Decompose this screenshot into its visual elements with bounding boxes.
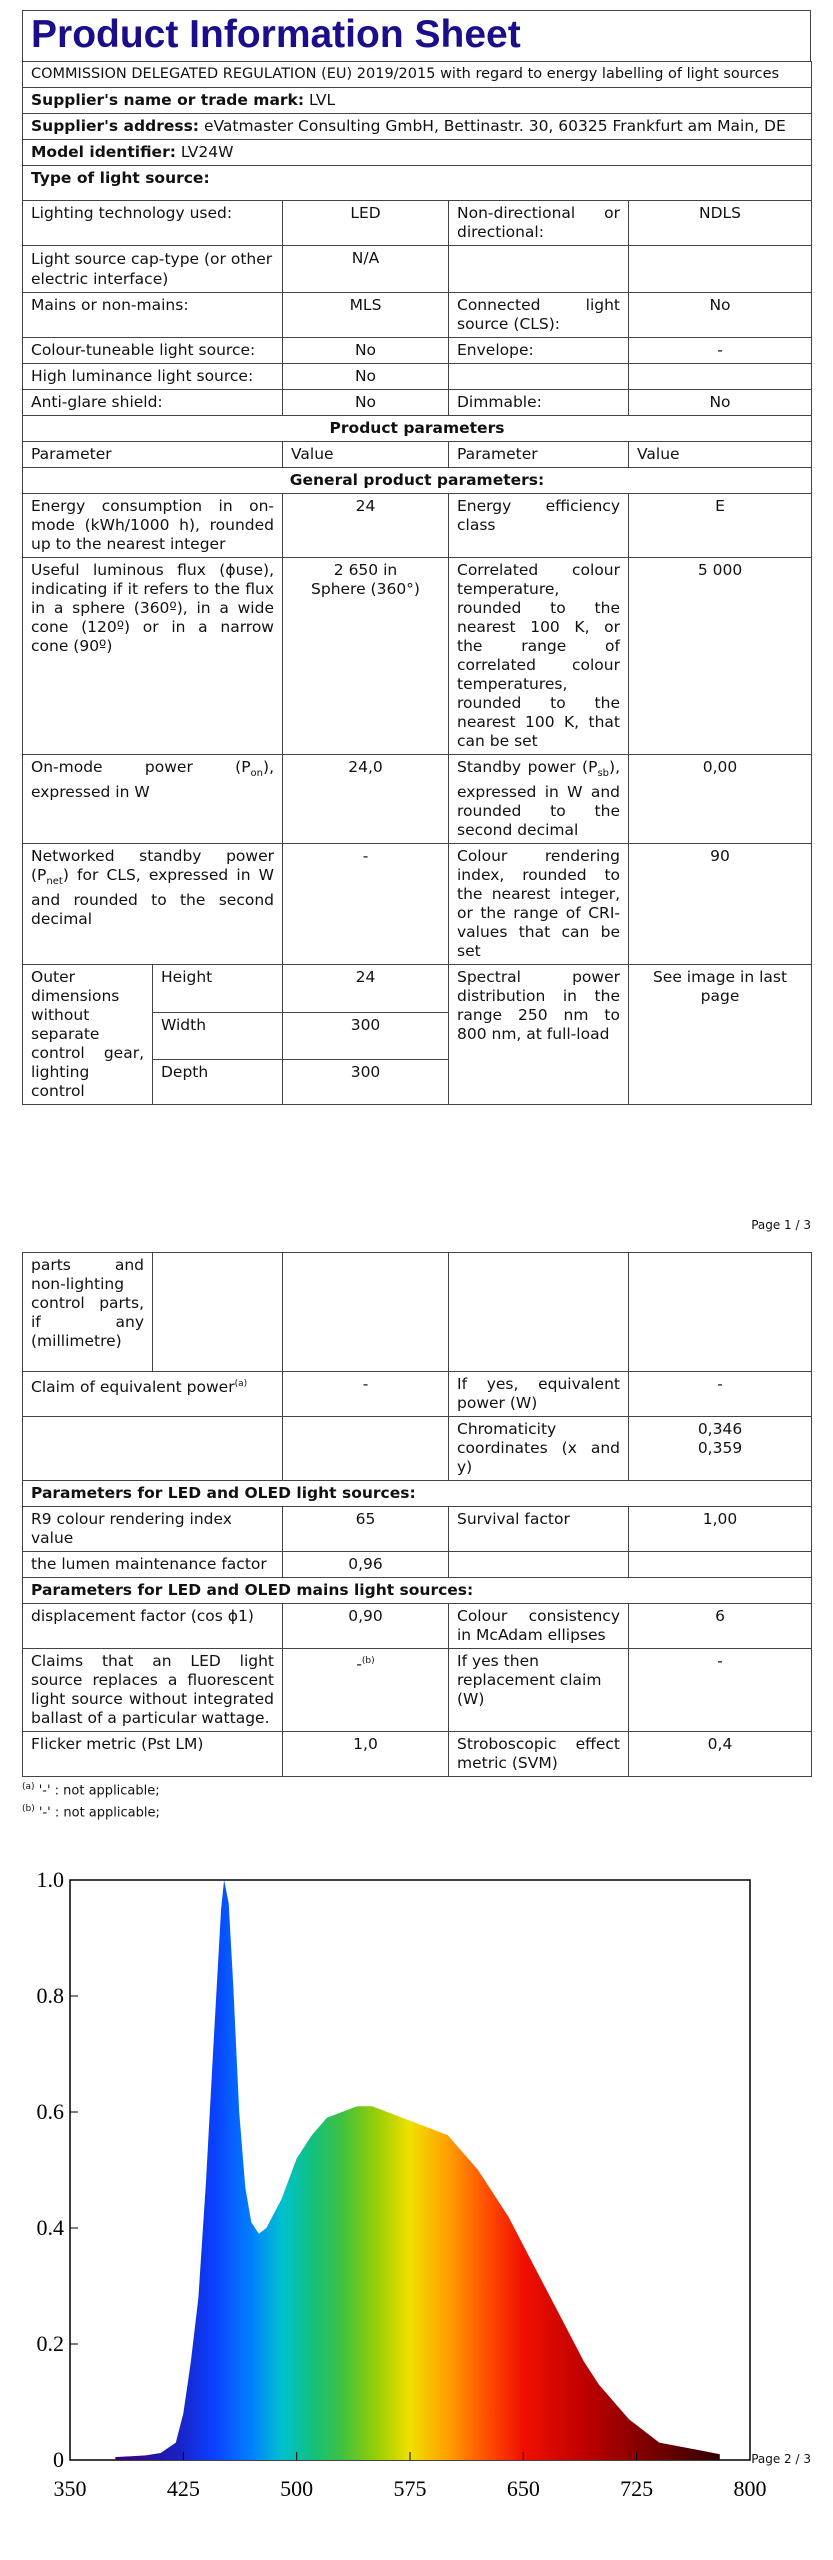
param-value-2 [629,1552,812,1578]
type-label: Anti-glare shield: [23,390,283,416]
outer-dimensions-label-continued: parts and non-lighting control parts, if any (millimetre) [23,1253,153,1372]
supplier-name-row [23,88,812,114]
col-header-value: Value [283,442,449,468]
chromaticity-value [629,1417,812,1481]
type-value-2: No [629,390,812,416]
param-value: - [283,1372,449,1417]
footnote-text: '-' : not applicable; [38,1783,160,1799]
footnotes [22,1782,160,1821]
chromaticity-label: Chromaticity coordinates (x and y) [449,1417,629,1481]
param-row [23,755,812,844]
chromaticity-x: 0,346 [697,1420,743,1438]
model-value: LV24W [180,143,234,161]
param-row [23,1732,812,1777]
param-row [23,1552,812,1578]
dim-value: 24 [283,965,449,1013]
type-label-2: Envelope: [449,338,629,364]
x-tick-label: 650 [506,2476,540,2501]
type-row [23,246,812,293]
spectral-label: Spectral power distribution in the range 250 nm to 800 nm, at full-load [449,965,629,1105]
supplier-name-value: LVL [309,91,336,109]
type-row [23,338,812,364]
dim-value: 300 [283,1060,449,1105]
page-title: Product Information Sheet [22,10,811,61]
col-header-parameter: Parameter [23,442,283,468]
param-row [23,1649,812,1732]
networked-label-b: ) for CLS, expressed in W and rounded to the second decimal [31,866,274,929]
page-number-1: Page 1 / 3 [751,1218,811,1232]
param-label-2 [449,755,629,844]
onmode-label-b: ), expressed in W [31,758,274,802]
equiv-label [23,1372,283,1417]
y-tick-label: 0.4 [36,2215,64,2240]
onmode-label-sub: on [250,768,264,780]
outer-dims-continued [23,1253,812,1372]
spectral-empty [629,1253,812,1372]
param-row [23,558,812,755]
networked-label-sub: net [46,876,63,888]
type-label-2: Non-directional or directional: [449,201,629,246]
fluorescent-claim-sup: (b) [361,1656,375,1666]
param-label: displacement factor (cos ϕ1) [23,1604,283,1649]
type-label: Mains or non-mains: [23,293,283,338]
param-label-2: Stroboscopic effect metric (SVM) [449,1732,629,1777]
type-label: Colour-tuneable light source: [23,338,283,364]
type-row [23,293,812,338]
param-label: Flicker metric (Pst LM) [23,1732,283,1777]
param-label-2: If yes, equivalent power (W) [449,1372,629,1417]
page-2 [22,1252,811,1777]
param-label: Energy consumption in on-mode (kWh/1000 h), rounded up to the nearest integer [23,494,283,558]
standby-label-sub: sb [597,768,610,780]
fluorescent-claim-value: - [356,1655,362,1674]
footnote-text: '-' : not applicable; [38,1805,160,1821]
param-row [23,494,812,558]
dim-name: Height [153,965,283,1013]
regulation-text: COMMISSION DELEGATED REGULATION (EU) 2019/2015 with regard to energy labelling of light sources [23,62,812,88]
type-value-2 [629,364,812,390]
param-label-2 [449,1552,629,1578]
luminous-flux-unit: Sphere (360°) [311,580,420,598]
x-tick-label: 575 [393,2476,427,2501]
general-params-header: General product parameters: [23,468,812,494]
type-row [23,201,812,246]
type-row [23,390,812,416]
dim-name: Width [153,1012,283,1060]
type-value: No [283,364,449,390]
footnote-mark: (a) [22,1782,35,1792]
y-tick-label: 0.2 [36,2331,64,2356]
param-value [283,558,449,755]
type-label: Light source cap-type (or other electric interface) [23,246,283,293]
standby-label-a: Standby power (P [457,758,598,776]
spectral-empty [449,1253,629,1372]
col-header-value-2: Value [629,442,812,468]
info-table [22,61,812,1105]
y-tick-label: 1.0 [36,1867,64,1892]
footnote [22,1804,160,1820]
x-tick-label: 800 [733,2476,767,2501]
supplier-address-label: Supplier's address: [31,117,199,135]
standby-label-b: ), expressed in W and rounded to the second decimal [457,758,620,840]
type-value: No [283,338,449,364]
type-row [23,364,812,390]
param-row [23,1604,812,1649]
product-params-header: Product parameters [23,416,812,442]
type-value: N/A [283,246,449,293]
supplier-name-label: Supplier's name or trade mark: [31,91,305,109]
param-value: 24 [283,494,449,558]
type-label-2 [449,246,629,293]
param-label: R9 colour rendering index value [23,1507,283,1552]
param-value: 24,0 [283,755,449,844]
param-label: the lumen maintenance factor [23,1552,283,1578]
type-value: MLS [283,293,449,338]
param-value: 0,90 [283,1604,449,1649]
param-value-2: 5 000 [629,558,812,755]
x-tick-label: 725 [620,2476,654,2501]
supplier-address-value: eVatmaster Consulting GmbH, Bettinastr. 30, 60325 Frankfurt am Main, DE [203,117,786,135]
onmode-label-a: On-mode power (P [31,758,251,776]
type-value-2: NDLS [629,201,812,246]
footnote-mark: (b) [22,1804,35,1815]
param-value: - [283,844,449,965]
param-row [23,1507,812,1552]
param-row [23,1417,812,1481]
param-label-2: Survival factor [449,1507,629,1552]
x-tick-label: 425 [166,2476,200,2501]
outer-dims-row-1 [23,965,812,1013]
chromaticity-y: 0,359 [697,1439,743,1457]
y-tick-label: 0.8 [36,1983,64,2008]
param-value: 1,0 [283,1732,449,1777]
dim-empty [153,1253,283,1372]
type-label-2 [449,364,629,390]
type-header: Type of light source: [23,166,812,201]
type-value-2: No [629,293,812,338]
param-value: 0,96 [283,1552,449,1578]
param-value-2: 0,00 [629,755,812,844]
type-value-2 [629,246,812,293]
x-tick-label: 500 [280,2476,314,2501]
led-params-header: Parameters for LED and OLED light sources: [23,1481,812,1507]
luminous-flux-value: 2 650 in [333,561,398,579]
param-value-2: 1,00 [629,1507,812,1552]
empty-cell [283,1417,449,1481]
type-label-2: Connected light source (CLS): [449,293,629,338]
param-label-2: If yes then replacement claim (W) [449,1649,629,1732]
param-value-2: 90 [629,844,812,965]
param-label: Claims that an LED light source replaces a fluorescent light source without integrated ballast of a particular wattage. [23,1649,283,1732]
type-label-2: Dimmable: [449,390,629,416]
param-row [23,844,812,965]
spectral-value: See image in last page [629,965,812,1105]
page-1 [22,10,811,1105]
equiv-label-text: Claim of equivalent power [31,1378,235,1397]
type-value: LED [283,201,449,246]
param-value-2: - [629,1649,812,1732]
param-label-2: Colour consistency in McAdam ellipses [449,1604,629,1649]
type-label: High luminance light source: [23,364,283,390]
param-label-2: Energy efficiency class [449,494,629,558]
model-row [23,140,812,166]
param-label [23,755,283,844]
type-label: Lighting technology used: [23,201,283,246]
y-tick-label: 0 [53,2447,64,2472]
param-row [23,1372,812,1417]
spectral-power-chart [30,1860,790,2550]
supplier-address-row [23,114,812,140]
footnote [22,1782,160,1798]
x-tick-label: 350 [53,2476,87,2501]
spectrum-area [115,1880,720,2460]
param-label [23,844,283,965]
networked-label-a: Networked standby power (P [31,847,274,885]
y-tick-label: 0.6 [36,2099,64,2124]
model-label: Model identifier: [31,143,176,161]
type-value-2: - [629,338,812,364]
column-header-row [23,442,812,468]
param-value-2: - [629,1372,812,1417]
param-value-2: E [629,494,812,558]
outer-dimensions-label: Outer dimensions without separate control gear, lighting control [23,965,153,1105]
equiv-label-sup: (a) [234,1379,248,1389]
mains-params-header: Parameters for LED and OLED mains light sources: [23,1578,812,1604]
param-label-2: Correlated colour temperature, rounded to the nearest 100 K, or the range of correlated colour temperatures, rounded to the nearest 100 K, that can be set [449,558,629,755]
dim-name: Depth [153,1060,283,1105]
col-header-parameter-2: Parameter [449,442,629,468]
dim-empty [283,1253,449,1372]
info-table-continued [22,1252,812,1777]
param-label: Useful luminous flux (ϕuse), indicating if it refers to the flux in a sphere (360º), in a wide cone (120º) or in a narrow cone (90º) [23,558,283,755]
param-value: 65 [283,1507,449,1552]
type-value: No [283,390,449,416]
page-number-2: Page 2 / 3 [751,2452,811,2466]
param-value-2: 6 [629,1604,812,1649]
param-label-2: Colour rendering index, rounded to the nearest integer, or the range of CRI-values that can be set [449,844,629,965]
param-value-2: 0,4 [629,1732,812,1777]
dim-value: 300 [283,1012,449,1060]
empty-cell [23,1417,283,1481]
param-value [283,1649,449,1732]
